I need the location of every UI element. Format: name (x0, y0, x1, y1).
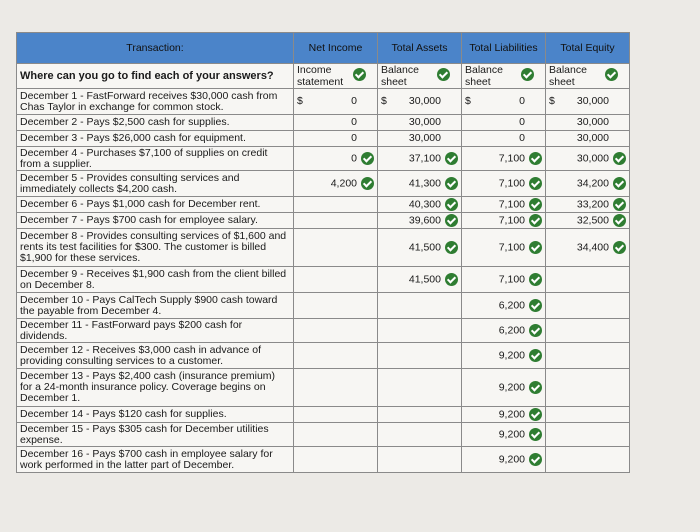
answer-cell-ta[interactable] (378, 115, 462, 131)
answer-cell-ta[interactable] (378, 293, 462, 319)
answer-cell-ni[interactable] (294, 213, 378, 229)
answer-cell-ta[interactable] (378, 197, 462, 213)
check-icon (529, 241, 542, 254)
table-row (17, 343, 630, 369)
answer-cell-ni[interactable] (294, 293, 378, 319)
answer-cell-ta[interactable] (378, 89, 462, 115)
transaction-description: December 6 - Pays $1,000 cash for December rent. (17, 197, 294, 213)
check-icon (529, 381, 542, 394)
answer-value: 40,300 (408, 198, 441, 211)
answer-cell-te[interactable] (546, 293, 630, 319)
answer-cell-ni[interactable] (294, 319, 378, 343)
assets-source: Balance sheet (381, 64, 419, 88)
answer-cell-te[interactable] (546, 423, 630, 447)
check-icon (529, 324, 542, 337)
answer-value: 30,000 (576, 95, 609, 107)
question-label: Where can you go to find each of your answers? (17, 64, 294, 89)
transaction-table (16, 32, 630, 473)
table-row (17, 293, 630, 319)
answer-value: 34,200 (576, 177, 609, 190)
source-row (17, 64, 630, 89)
liabilities-source-cell[interactable] (462, 64, 546, 89)
transaction-description: December 14 - Pays $120 cash for supplies. (17, 407, 294, 423)
answer-value: 0 (351, 152, 357, 165)
dollar-sign: $ (465, 95, 471, 107)
equity-source: Balance sheet (549, 64, 587, 88)
answer-cell-tl[interactable] (462, 197, 546, 213)
answer-cell-tl[interactable] (462, 147, 546, 171)
answer-value: 7,100 (498, 177, 525, 190)
answer-value: 7,100 (498, 152, 525, 165)
answer-cell-ta[interactable] (378, 343, 462, 369)
answer-cell-te[interactable] (546, 89, 630, 115)
transaction-description: December 10 - Pays CalTech Supply $900 cash toward the payable from December 4. (17, 293, 294, 319)
answer-value: 7,100 (498, 273, 525, 286)
table-row (17, 423, 630, 447)
answer-cell-tl[interactable] (462, 447, 546, 473)
answer-value: 0 (351, 116, 357, 128)
check-icon (445, 152, 458, 165)
answer-cell-ni[interactable] (294, 407, 378, 423)
table-row (17, 213, 630, 229)
answer-value: 41,500 (408, 273, 441, 286)
check-icon (529, 273, 542, 286)
header-transaction: Transaction: (17, 33, 294, 64)
table-row (17, 147, 630, 171)
answer-cell-te[interactable] (546, 267, 630, 293)
answer-cell-te[interactable] (546, 407, 630, 423)
answer-cell-ni[interactable] (294, 267, 378, 293)
dollar-sign: $ (381, 95, 387, 107)
answer-cell-te[interactable] (546, 369, 630, 407)
answer-value: 39,600 (408, 214, 441, 227)
answer-cell-ta[interactable] (378, 267, 462, 293)
check-icon (613, 241, 626, 254)
answer-cell-ta[interactable] (378, 423, 462, 447)
header-total-assets: Total Assets (378, 33, 462, 64)
answer-cell-ni[interactable] (294, 171, 378, 197)
check-icon (529, 177, 542, 190)
answer-cell-tl[interactable] (462, 213, 546, 229)
table-row (17, 197, 630, 213)
transaction-description: December 2 - Pays $2,500 cash for supplies. (17, 115, 294, 131)
answer-cell-ta[interactable] (378, 171, 462, 197)
check-icon (445, 177, 458, 190)
header-total-equity: Total Equity (546, 33, 630, 64)
dollar-sign: $ (549, 95, 555, 107)
answer-value: 7,100 (498, 198, 525, 211)
answer-cell-tl[interactable] (462, 369, 546, 407)
answer-cell-te[interactable] (546, 147, 630, 171)
answer-cell-te[interactable] (546, 229, 630, 267)
answer-value: 0 (351, 132, 357, 144)
answer-cell-ni[interactable] (294, 147, 378, 171)
table-row (17, 131, 630, 147)
answer-cell-te[interactable] (546, 115, 630, 131)
answer-cell-tl[interactable] (462, 131, 546, 147)
answer-cell-ni[interactable] (294, 423, 378, 447)
answer-value: 0 (519, 116, 525, 128)
answer-cell-tl[interactable] (462, 407, 546, 423)
check-icon (361, 177, 374, 190)
answer-value: 32,500 (576, 214, 609, 227)
liabilities-source: Balance sheet (465, 64, 503, 88)
answer-cell-ta[interactable] (378, 447, 462, 473)
assets-source-cell[interactable] (378, 64, 462, 89)
answer-value: 0 (351, 95, 357, 107)
answer-cell-ni[interactable] (294, 229, 378, 267)
answer-value: 9,200 (498, 428, 525, 441)
answer-value: 6,200 (498, 324, 525, 337)
answer-cell-ta[interactable] (378, 229, 462, 267)
answer-value: 30,000 (576, 132, 609, 144)
answer-value: 41,500 (408, 241, 441, 254)
check-icon (521, 68, 534, 81)
check-icon (361, 152, 374, 165)
check-icon (529, 453, 542, 466)
answer-value: 30,000 (408, 132, 441, 144)
answer-cell-te[interactable] (546, 131, 630, 147)
check-icon (613, 214, 626, 227)
answer-cell-te[interactable] (546, 197, 630, 213)
check-icon (613, 177, 626, 190)
answer-cell-tl[interactable] (462, 343, 546, 369)
answer-value: 7,100 (498, 214, 525, 227)
answer-value: 30,000 (576, 152, 609, 165)
table-row (17, 369, 630, 407)
check-icon (445, 273, 458, 286)
check-icon (613, 198, 626, 211)
transaction-description: December 5 - Provides consulting services and immediately collects $4,200 cash. (17, 171, 294, 197)
net-income-source: Income statement (297, 64, 344, 88)
answer-value: 9,200 (498, 381, 525, 394)
answer-value: 34,400 (576, 241, 609, 254)
answer-value: 9,200 (498, 453, 525, 466)
transaction-description: December 3 - Pays $26,000 cash for equipment. (17, 131, 294, 147)
answer-value: 0 (519, 95, 525, 107)
transaction-description: December 4 - Purchases $7,100 of supplies on credit from a supplier. (17, 147, 294, 171)
transaction-description: December 13 - Pays $2,400 cash (insurance premium) for a 24-month insurance policy. Coverage begins on December 1. (17, 369, 294, 407)
answer-value: 37,100 (408, 152, 441, 165)
answer-value: 7,100 (498, 241, 525, 254)
answer-value: 30,000 (576, 116, 609, 128)
check-icon (437, 68, 450, 81)
transaction-description: December 1 - FastForward receives $30,000 cash from Chas Taylor in exchange for common stock. (17, 89, 294, 115)
check-icon (445, 214, 458, 227)
answer-cell-tl[interactable] (462, 319, 546, 343)
answer-cell-ni[interactable] (294, 115, 378, 131)
check-icon (353, 68, 366, 81)
table-row (17, 229, 630, 267)
check-icon (529, 214, 542, 227)
check-icon (529, 349, 542, 362)
answer-cell-te[interactable] (546, 213, 630, 229)
answer-cell-tl[interactable] (462, 423, 546, 447)
transaction-description: December 15 - Pays $305 cash for December utilities expense. (17, 423, 294, 447)
table-row (17, 407, 630, 423)
table-row (17, 319, 630, 343)
answer-value: 0 (519, 132, 525, 144)
answer-cell-ta[interactable] (378, 213, 462, 229)
answer-cell-ni[interactable] (294, 89, 378, 115)
answer-cell-ta[interactable] (378, 319, 462, 343)
answer-cell-ni[interactable] (294, 343, 378, 369)
check-icon (529, 428, 542, 441)
answer-value: 30,000 (408, 116, 441, 128)
check-icon (445, 198, 458, 211)
answer-cell-te[interactable] (546, 343, 630, 369)
answer-value: 30,000 (408, 95, 441, 107)
answer-cell-tl[interactable] (462, 115, 546, 131)
answer-cell-tl[interactable] (462, 267, 546, 293)
check-icon (529, 198, 542, 211)
table-row (17, 171, 630, 197)
answer-cell-te[interactable] (546, 171, 630, 197)
transaction-description: December 8 - Provides consulting services of $1,600 and rents its test facilities for $300. The customer is billed $1,900 for these services. (17, 229, 294, 267)
answer-cell-ta[interactable] (378, 147, 462, 171)
check-icon (445, 241, 458, 254)
answer-cell-ni[interactable] (294, 131, 378, 147)
answer-value: 41,300 (408, 177, 441, 190)
net-income-source-cell[interactable] (294, 64, 378, 89)
answer-cell-tl[interactable] (462, 229, 546, 267)
header-net-income: Net Income (294, 33, 378, 64)
answer-cell-ni[interactable] (294, 197, 378, 213)
equity-source-cell[interactable] (546, 64, 630, 89)
check-icon (529, 152, 542, 165)
transaction-description: December 16 - Pays $700 cash in employee salary for work performed in the latter part of December. (17, 447, 294, 473)
check-icon (613, 152, 626, 165)
answer-cell-ni[interactable] (294, 369, 378, 407)
answer-value: 9,200 (498, 408, 525, 421)
answer-value: 4,200 (330, 177, 357, 190)
answer-cell-te[interactable] (546, 319, 630, 343)
transaction-description: December 12 - Receives $3,000 cash in advance of providing consulting services to a customer. (17, 343, 294, 369)
table-row (17, 89, 630, 115)
table-row (17, 447, 630, 473)
answer-value: 9,200 (498, 349, 525, 362)
answer-cell-te[interactable] (546, 447, 630, 473)
check-icon (605, 68, 618, 81)
answer-value: 33,200 (576, 198, 609, 211)
answer-value: 6,200 (498, 299, 525, 312)
transaction-description: December 9 - Receives $1,900 cash from the client billed on December 8. (17, 267, 294, 293)
check-icon (529, 408, 542, 421)
answer-cell-ta[interactable] (378, 131, 462, 147)
answer-cell-tl[interactable] (462, 89, 546, 115)
header-total-liabilities: Total Liabilities (462, 33, 546, 64)
transaction-description: December 11 - FastForward pays $200 cash for dividends. (17, 319, 294, 343)
answer-cell-ni[interactable] (294, 447, 378, 473)
answer-cell-ta[interactable] (378, 407, 462, 423)
answer-cell-ta[interactable] (378, 369, 462, 407)
check-icon (529, 299, 542, 312)
answer-cell-tl[interactable] (462, 171, 546, 197)
table-row (17, 267, 630, 293)
answer-cell-tl[interactable] (462, 293, 546, 319)
dollar-sign: $ (297, 95, 303, 107)
transaction-description: December 7 - Pays $700 cash for employee salary. (17, 213, 294, 229)
header-row (17, 33, 630, 64)
table-row (17, 115, 630, 131)
